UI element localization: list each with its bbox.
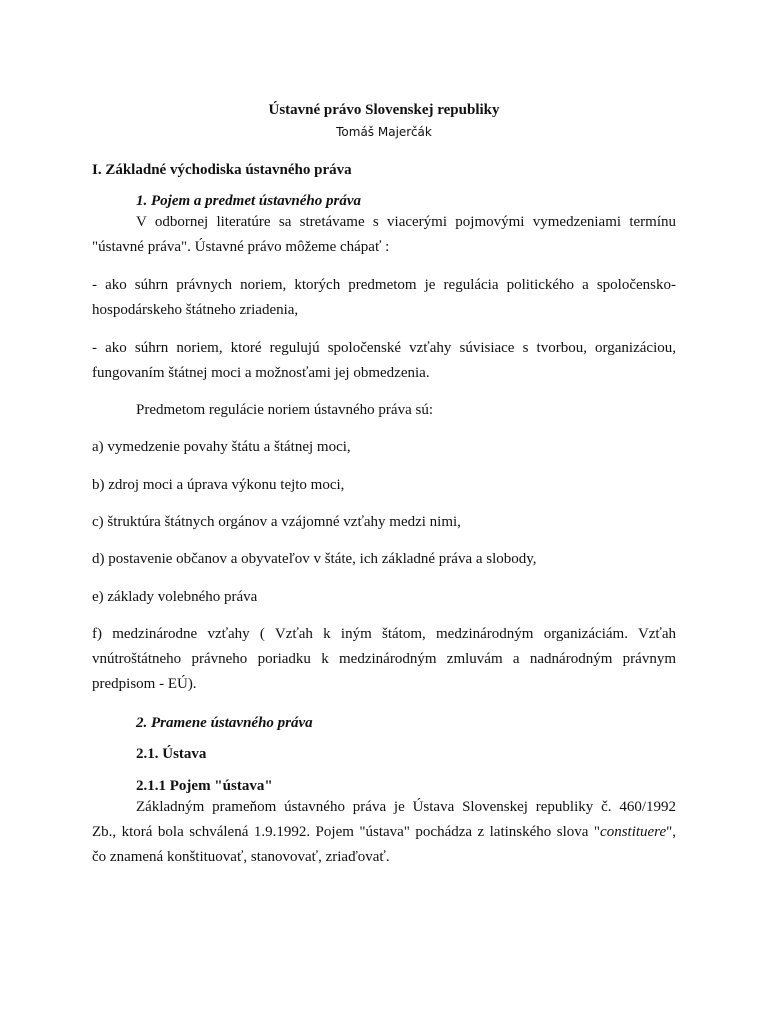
list-item: d) postavenie občanov a obyvateľov v štáte, ich základné práva a slobody, bbox=[92, 551, 537, 567]
list-item-continuation: predpisom - EÚ). bbox=[92, 676, 197, 692]
list-item: c) štruktúra štátnych orgánov a vzájomné vzťahy medzi nimi, bbox=[92, 514, 461, 530]
paragraph-text: Zb., ktorá bola schválená 1.9.1992. Pojem "ústava" pochádza z latinského slova " bbox=[92, 824, 601, 840]
document-title: Ústavné právo Slovenskej republiky bbox=[268, 102, 500, 118]
paragraph-line: Základným prameňom ústavného práva je Ústava Slovenskej republiky č. 460/1992 bbox=[136, 799, 676, 815]
section-heading-1: 1. Pojem a predmet ústavného práva bbox=[136, 193, 361, 209]
paragraph-text: ", bbox=[666, 824, 676, 840]
paragraph-line: čo znamená konštituovať, stanovovať, zriaďovať. bbox=[92, 849, 390, 865]
definition-line: hospodárskeho štátneho zriadenia, bbox=[92, 302, 299, 318]
chapter-heading: I. Základné východiska ústavného práva bbox=[92, 162, 352, 178]
list-item: b) zdroj moci a úprava výkonu tejto moci, bbox=[92, 477, 345, 493]
paragraph-line: V odbornej literatúre sa stretávame s viacerými pojmovými vymedzeniami termínu bbox=[136, 214, 676, 230]
subsubsection-heading: 2.1.1 Pojem "ústava" bbox=[136, 778, 273, 794]
document-author: Tomáš Majerčák bbox=[336, 125, 432, 139]
definition-line: - ako súhrn noriem, ktoré regulujú spoločenské vzťahy súvisiace s tvorbou, organizáciou, bbox=[92, 340, 676, 356]
list-item-continuation: vnútroštátneho právneho poriadku k medzinárodným zmluvám a nadnárodným právnym bbox=[92, 651, 676, 667]
latin-term: constituere bbox=[600, 824, 667, 840]
definition-line: fungovaním štátnej moci a možnosťami jej obmedzenia. bbox=[92, 365, 430, 381]
paragraph-line: "ústavné práva". Ústavné právo môžeme chápať : bbox=[92, 239, 390, 255]
paragraph-line bbox=[92, 823, 676, 841]
list-item: e) základy volebného práva bbox=[92, 589, 258, 605]
list-item: f) medzinárodne vzťahy ( Vzťah k iným štátom, medzinárodným organizáciám. Vzťah bbox=[92, 626, 676, 642]
subject-intro: Predmetom regulácie noriem ústavného práva sú: bbox=[136, 402, 433, 418]
list-item: a) vymedzenie povahy štátu a štátnej moci, bbox=[92, 439, 351, 455]
definition-line: - ako súhrn právnych noriem, ktorých predmetom je regulácia politického a spoločensko- bbox=[92, 277, 676, 293]
subsection-heading: 2.1. Ústava bbox=[136, 746, 207, 762]
section-heading-2: 2. Pramene ústavného práva bbox=[136, 715, 313, 731]
